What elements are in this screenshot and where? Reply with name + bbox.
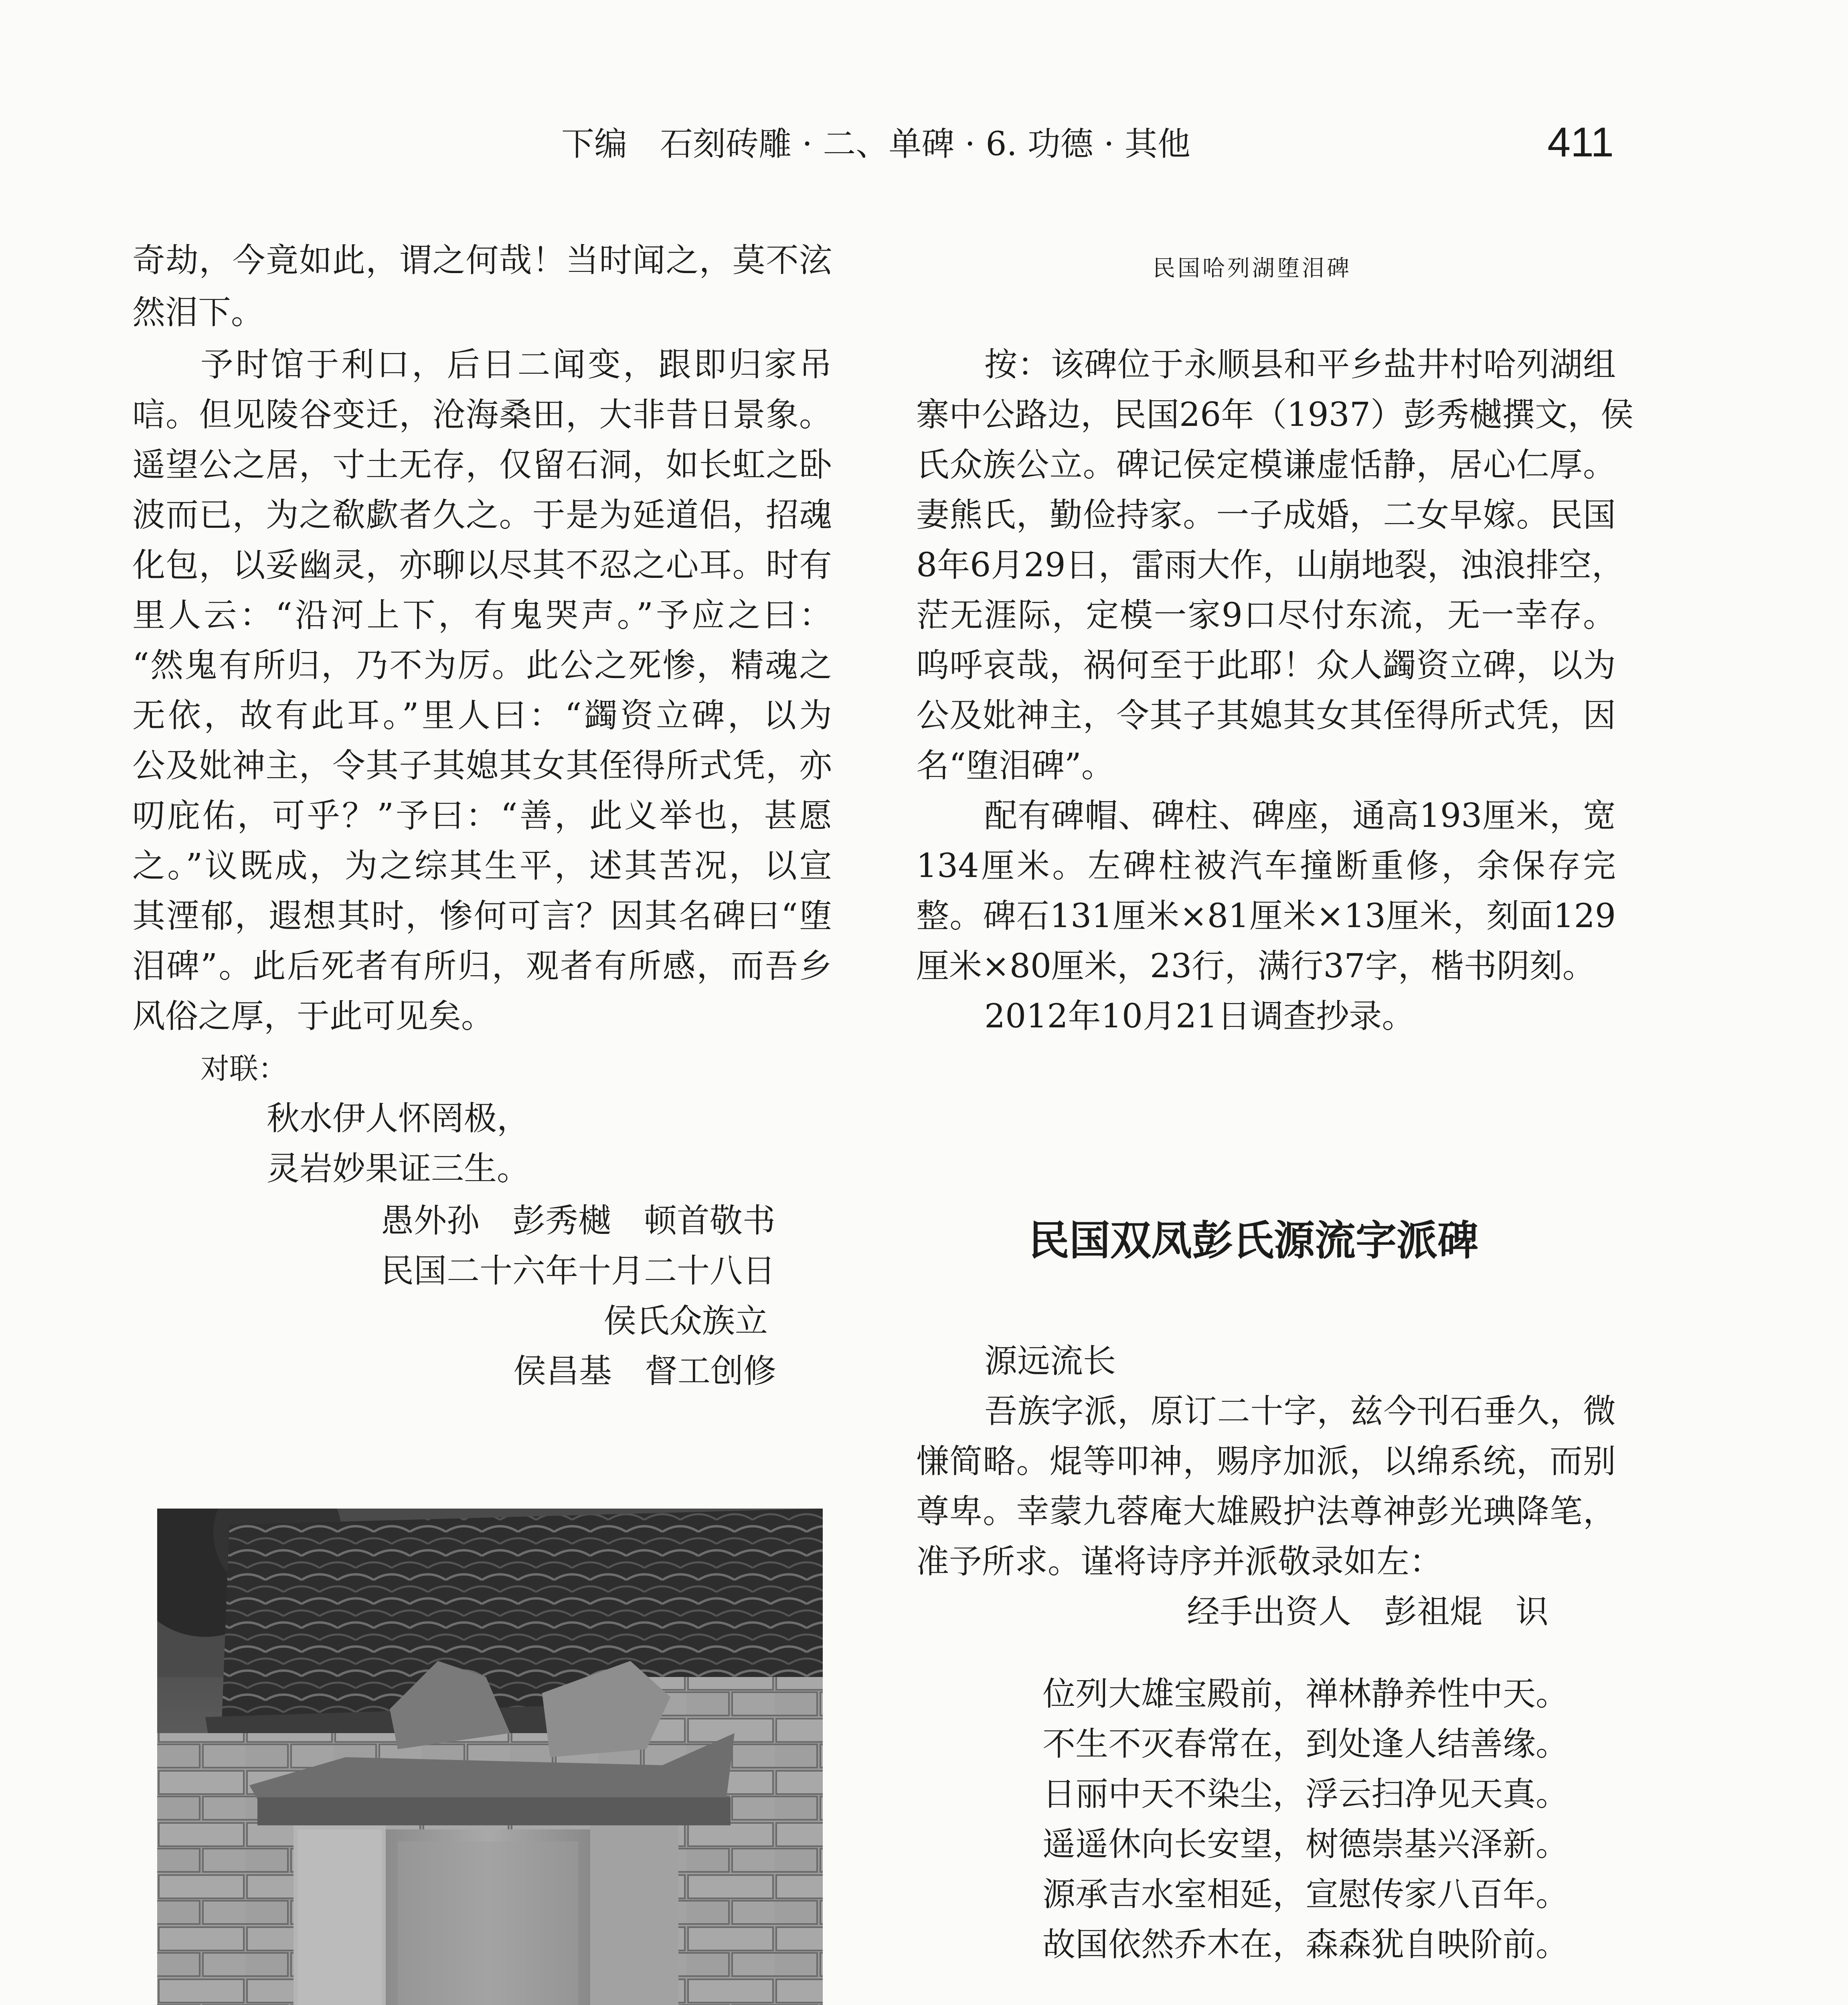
note-line: 妻熊氏，勤俭持家。一子成婚，二女早嫁。民国 [916,496,1616,534]
text-line: 风俗之厚，于此可见矣。 [132,997,494,1035]
poem-line: 源承吉水室相延，宣慰传家八百年。 [1042,1875,1569,1914]
text-line: 公及妣神主，令其子其媳其女其侄得所式凭，亦 [132,747,832,785]
text-line: 无依，故有此耳。”里人曰：“蠲资立碑，以为 [132,697,832,735]
note-line: 按：该碑位于永顺县和平乡盐井村哈列湖组 [984,346,1616,384]
text-line: 波而已，为之欷歔者久之。于是为延道侣，招魂 [132,496,832,534]
signature-line: 侯昌基 督工创修 [513,1352,777,1390]
text-line: 里人云：“沿河上下，有鬼哭声。”予应之曰： [132,596,832,634]
poem-line: 故国依然乔木在，森森犹自映阶前。 [1042,1926,1569,1964]
note-line: 氏众族公立。碑记侯定模谦虚恬静，居心仁厚。 [916,446,1616,484]
text-line: “然鬼有所归，乃不为厉。此公之死惨，精魂之 [132,646,832,685]
intro-line: 慊简略。焜等叩神，赐序加派，以绵系统，而别 [916,1442,1616,1480]
subtitle: 源远流长 [984,1342,1116,1380]
text-line: 之。”议既成，为之综其生平，述其苦况，以宣 [132,847,832,885]
signature-line: 愚外孙 彭秀樾 顿首敬书 [381,1202,776,1240]
running-header: 下编 石刻砖雕 · 二、单碑 · 6. 功德 · 其他 [561,125,1190,163]
note-line: 寨中公路边，民国26年（1937）彭秀樾撰文，侯 [916,396,1634,434]
stele-photo-drawing [157,1509,823,2005]
text-line: 其湮郁，遐想其时，惨何可言？因其名碑曰“堕 [132,897,832,935]
note-line: 134厘米。左碑柱被汽车撞断重修，余保存完 [916,847,1616,885]
text-line: 叨庇佑，可乎？”予曰：“善，此义举也，甚愿 [132,797,832,835]
section-title: 民国双凤彭氏源流字派碑 [1028,1217,1478,1265]
couplet-line: 秋水伊人怀罔极， [267,1100,530,1138]
signature-line: 侯氏众族立 [603,1302,768,1340]
text-line: 然泪下。 [132,294,264,332]
photo-caption: 民国哈列湖堕泪碑 [1153,255,1352,282]
intro-line: 准予所求。谨将诗序并派敬录如左： [916,1543,1443,1581]
stele-photo [157,1509,823,2005]
intro-signature: 经手出资人 彭祖焜 识 [1187,1593,1549,1631]
couplet-label: 对联： [200,1052,287,1086]
text-line: 唁。但见陵谷变迁，沧海桑田，大非昔日景象。 [132,396,832,434]
note-line: 名“堕泪碑”。 [916,747,1114,785]
poem-line: 日丽中天不染尘，浮云扫净见天真。 [1042,1775,1569,1813]
poem-line: 不生不灭春常在，到处逢人结善缘。 [1042,1725,1569,1763]
note-line: 8年6月29日，雷雨大作，山崩地裂，浊浪排空， [916,546,1625,584]
text-line: 化包，以妥幽灵，亦聊以尽其不忍之心耳。时有 [132,546,832,584]
text-line: 泪碑”。此后死者有所归，观者有所感，而吾乡 [132,947,832,985]
note-line: 2012年10月21日调查抄录。 [984,997,1415,1035]
text-line: 遥望公之居，寸土无存，仅留石洞，如长虹之卧 [132,446,832,484]
note-line: 茫无涯际，定模一家9口尽付东流，无一幸存。 [916,596,1616,634]
note-line: 呜呼哀哉，祸何至于此耶！众人蠲资立碑，以为 [916,646,1616,685]
note-line: 厘米×80厘米，23行，满行37字，楷书阴刻。 [916,947,1595,985]
page-number: 411 [1547,119,1614,166]
intro-line: 尊卑。幸蒙九蓉庵大雄殿护法尊神彭光琠降笔， [916,1493,1616,1531]
text-line: 予时馆于利口，后日二闻变，跟即归家吊 [200,346,832,384]
note-line: 整。碑石131厘米×81厘米×13厘米，刻面129 [916,897,1616,935]
note-line: 公及妣神主，令其子其媳其女其侄得所式凭，因 [916,697,1616,735]
signature-line: 民国二十六年十月二十八日 [381,1252,776,1290]
note-line: 配有碑帽、碑柱、碑座，通高193厘米，宽 [984,797,1616,835]
intro-line: 吾族字派，原订二十字，兹今刊石垂久，微 [984,1392,1616,1430]
text-line: 奇劫，今竟如此，谓之何哉！当时闻之，莫不泫 [132,241,832,279]
poem-line: 位列大雄宝殿前，禅林静养性中天。 [1042,1675,1569,1713]
poem-line: 遥遥休向长安望，树德崇基兴泽新。 [1042,1825,1569,1863]
couplet-line: 灵岩妙果证三生。 [267,1150,530,1188]
